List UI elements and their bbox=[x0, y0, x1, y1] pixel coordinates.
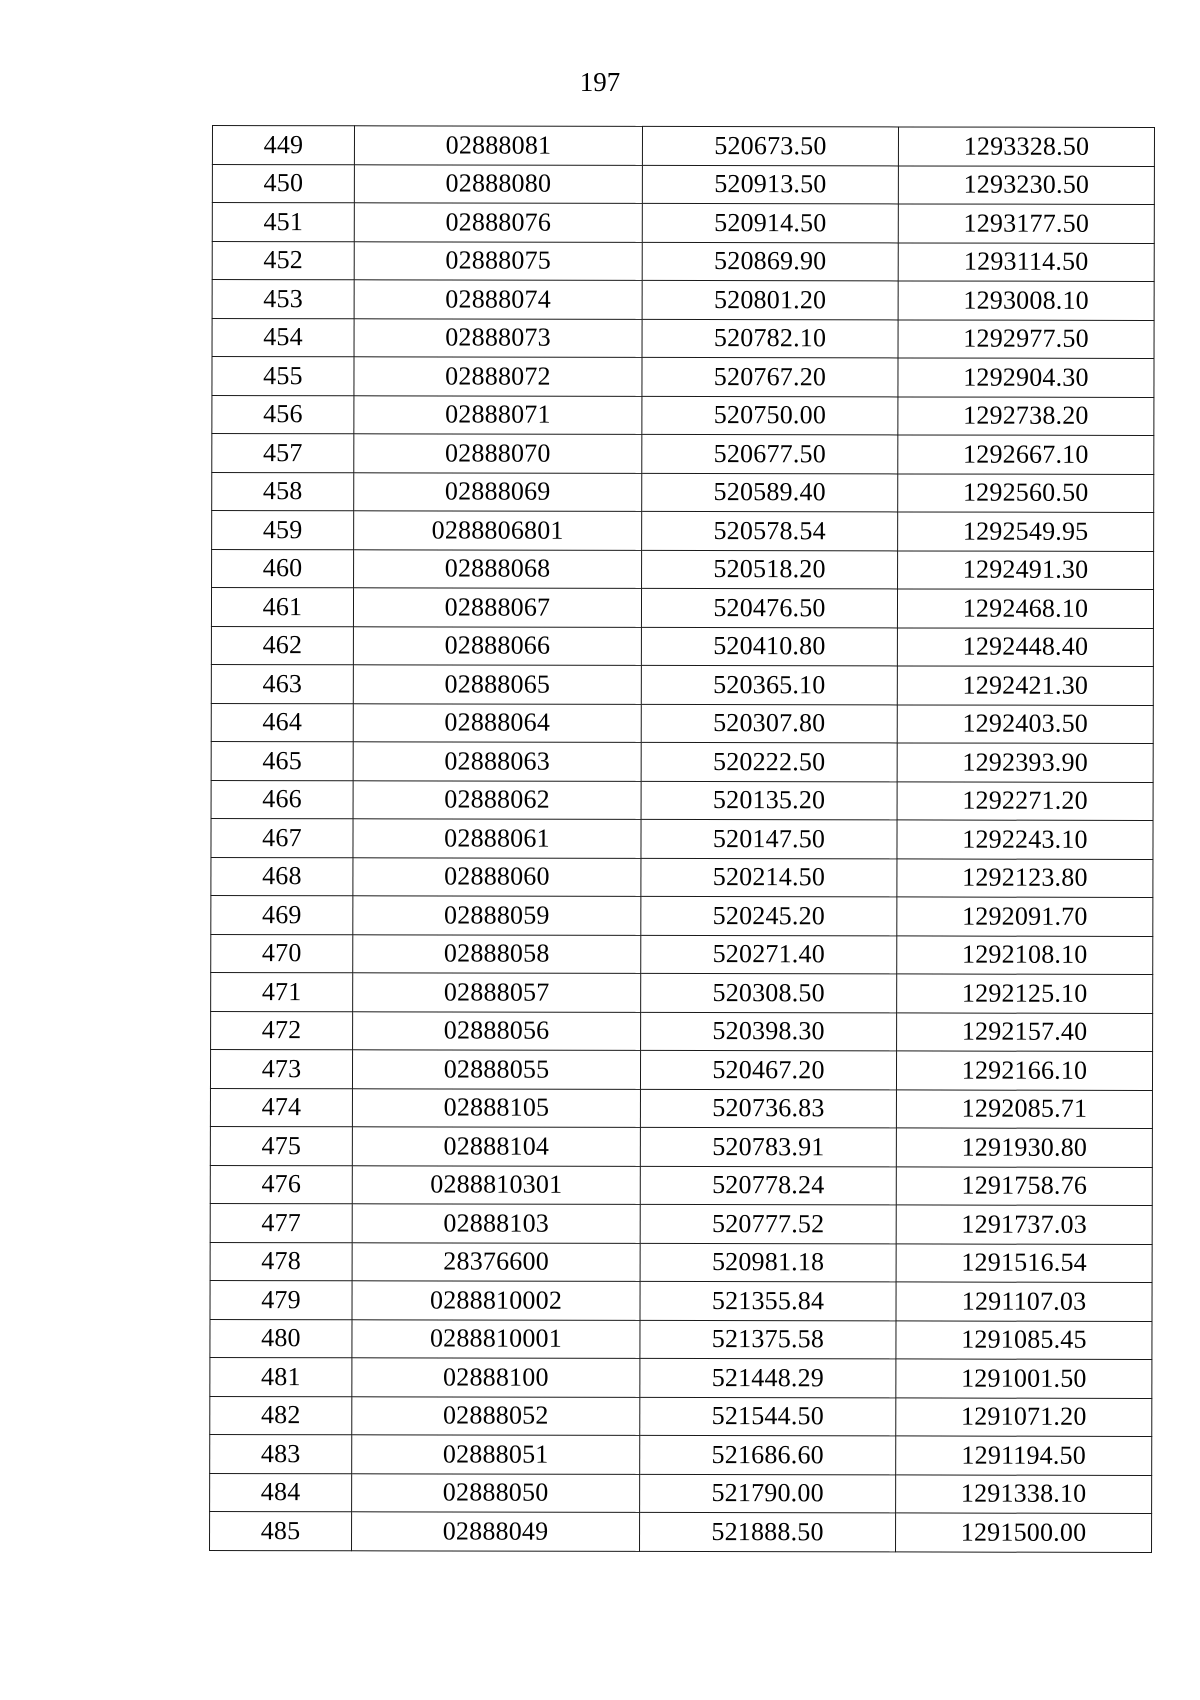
point-code-cell: 02888061 bbox=[353, 819, 641, 858]
x-coordinate-cell: 520518.20 bbox=[642, 550, 898, 589]
table-row bbox=[211, 895, 1153, 935]
x-coordinate-cell: 520677.50 bbox=[642, 434, 898, 473]
page-number: 197 bbox=[579, 67, 621, 97]
y-coordinate-cell: 1292738.20 bbox=[898, 396, 1154, 435]
x-coordinate-cell: 520476.50 bbox=[641, 588, 897, 627]
x-coordinate-cell: 520365.10 bbox=[641, 665, 897, 704]
point-code-cell: 02888049 bbox=[352, 1512, 640, 1551]
row-number-cell: 450 bbox=[212, 164, 354, 203]
table-row bbox=[210, 1049, 1152, 1089]
point-code-cell: 02888066 bbox=[353, 626, 641, 665]
coordinate-table-body bbox=[210, 126, 1155, 1552]
x-coordinate-cell: 521686.60 bbox=[640, 1435, 896, 1474]
point-code-cell: 0288810002 bbox=[352, 1281, 640, 1320]
point-code-cell: 28376600 bbox=[352, 1242, 640, 1281]
table-row bbox=[211, 972, 1153, 1012]
table-row bbox=[210, 1319, 1152, 1359]
table-row bbox=[212, 280, 1154, 320]
table-row bbox=[212, 318, 1154, 358]
x-coordinate-cell: 520913.50 bbox=[642, 165, 898, 204]
table-row bbox=[211, 818, 1153, 858]
y-coordinate-cell: 1292977.50 bbox=[898, 319, 1154, 358]
row-number-cell: 464 bbox=[211, 703, 353, 742]
row-number-cell: 451 bbox=[212, 203, 354, 242]
y-coordinate-cell: 1292421.30 bbox=[897, 666, 1153, 705]
y-coordinate-cell: 1292108.10 bbox=[897, 935, 1153, 974]
x-coordinate-cell: 520271.40 bbox=[641, 935, 897, 974]
y-coordinate-cell: 1292904.30 bbox=[898, 358, 1154, 397]
point-code-cell: 0288810001 bbox=[352, 1319, 640, 1358]
table-row bbox=[212, 203, 1154, 243]
row-number-cell: 470 bbox=[211, 934, 353, 973]
x-coordinate-cell: 520783.91 bbox=[640, 1127, 896, 1166]
y-coordinate-cell: 1291500.00 bbox=[896, 1513, 1152, 1552]
row-number-cell: 462 bbox=[211, 626, 353, 665]
table-row bbox=[212, 434, 1154, 474]
y-coordinate-cell: 1292448.40 bbox=[897, 627, 1153, 666]
x-coordinate-cell: 520398.30 bbox=[641, 1012, 897, 1051]
point-code-cell: 02888080 bbox=[354, 164, 642, 203]
point-code-cell: 02888105 bbox=[352, 1088, 640, 1127]
coordinate-table bbox=[209, 125, 1155, 1552]
point-code-cell: 02888070 bbox=[354, 434, 642, 473]
x-coordinate-cell: 520578.54 bbox=[642, 511, 898, 550]
table-row bbox=[212, 357, 1154, 397]
y-coordinate-cell: 1293114.50 bbox=[898, 242, 1154, 281]
x-coordinate-cell: 520782.10 bbox=[642, 319, 898, 358]
row-number-cell: 468 bbox=[211, 857, 353, 896]
point-code-cell: 02888057 bbox=[353, 973, 641, 1012]
x-coordinate-cell: 520914.50 bbox=[642, 203, 898, 242]
y-coordinate-cell: 1292491.30 bbox=[898, 550, 1154, 589]
row-number-cell: 467 bbox=[211, 818, 353, 857]
table-row bbox=[211, 703, 1153, 743]
table-row bbox=[210, 1280, 1152, 1320]
x-coordinate-cell: 520147.50 bbox=[641, 819, 897, 858]
table-row bbox=[212, 549, 1154, 589]
row-number-cell: 477 bbox=[210, 1203, 352, 1242]
x-coordinate-cell: 520673.50 bbox=[642, 126, 898, 165]
y-coordinate-cell: 1293008.10 bbox=[898, 281, 1154, 320]
point-code-cell: 02888074 bbox=[354, 280, 642, 319]
y-coordinate-cell: 1291516.54 bbox=[896, 1243, 1152, 1282]
x-coordinate-cell: 520801.20 bbox=[642, 280, 898, 319]
x-coordinate-cell: 520777.52 bbox=[640, 1204, 896, 1243]
y-coordinate-cell: 1292157.40 bbox=[897, 1012, 1153, 1051]
point-code-cell: 02888076 bbox=[354, 203, 642, 242]
point-code-cell: 0288806801 bbox=[354, 511, 642, 550]
y-coordinate-cell: 1293177.50 bbox=[898, 204, 1154, 243]
point-code-cell: 02888065 bbox=[353, 665, 641, 704]
row-number-cell: 465 bbox=[211, 741, 353, 780]
table-row bbox=[210, 1473, 1152, 1513]
table-row bbox=[210, 1434, 1152, 1474]
row-number-cell: 460 bbox=[212, 549, 354, 588]
y-coordinate-cell: 1292549.95 bbox=[898, 512, 1154, 551]
point-code-cell: 02888063 bbox=[353, 742, 641, 781]
x-coordinate-cell: 520981.18 bbox=[640, 1243, 896, 1282]
row-number-cell: 474 bbox=[210, 1088, 352, 1127]
point-code-cell: 02888075 bbox=[354, 241, 642, 280]
x-coordinate-cell: 520736.83 bbox=[640, 1089, 896, 1128]
y-coordinate-cell: 1291758.76 bbox=[896, 1166, 1152, 1205]
x-coordinate-cell: 520467.20 bbox=[640, 1050, 896, 1089]
table-row bbox=[210, 1511, 1152, 1551]
point-code-cell: 02888067 bbox=[353, 588, 641, 627]
x-coordinate-cell: 520308.50 bbox=[641, 973, 897, 1012]
point-code-cell: 02888051 bbox=[352, 1435, 640, 1474]
row-number-cell: 478 bbox=[210, 1242, 352, 1281]
y-coordinate-cell: 1291001.50 bbox=[896, 1359, 1152, 1398]
row-number-cell: 475 bbox=[210, 1126, 352, 1165]
point-code-cell: 02888072 bbox=[354, 357, 642, 396]
table-row bbox=[212, 472, 1154, 512]
y-coordinate-cell: 1292085.71 bbox=[896, 1089, 1152, 1128]
x-coordinate-cell: 521544.50 bbox=[640, 1397, 896, 1436]
x-coordinate-cell: 521448.29 bbox=[640, 1358, 896, 1397]
row-number-cell: 469 bbox=[211, 895, 353, 934]
y-coordinate-cell: 1291930.80 bbox=[896, 1128, 1152, 1167]
row-number-cell: 449 bbox=[212, 126, 354, 165]
y-coordinate-cell: 1292166.10 bbox=[896, 1051, 1152, 1090]
row-number-cell: 480 bbox=[210, 1319, 352, 1358]
x-coordinate-cell: 521790.00 bbox=[640, 1474, 896, 1513]
point-code-cell: 0288810301 bbox=[352, 1165, 640, 1204]
y-coordinate-cell: 1292123.80 bbox=[897, 858, 1153, 897]
table-row bbox=[211, 780, 1153, 820]
row-number-cell: 473 bbox=[210, 1049, 352, 1088]
x-coordinate-cell: 520778.24 bbox=[640, 1166, 896, 1205]
y-coordinate-cell: 1292468.10 bbox=[897, 589, 1153, 628]
row-number-cell: 483 bbox=[210, 1434, 352, 1473]
table-row bbox=[212, 395, 1154, 435]
row-number-cell: 452 bbox=[212, 241, 354, 280]
table-row bbox=[210, 1088, 1152, 1128]
row-number-cell: 453 bbox=[212, 280, 354, 319]
x-coordinate-cell: 520214.50 bbox=[641, 858, 897, 897]
y-coordinate-cell: 1291194.50 bbox=[896, 1436, 1152, 1475]
table-row bbox=[212, 511, 1154, 551]
y-coordinate-cell: 1292125.10 bbox=[897, 974, 1153, 1013]
table-row bbox=[211, 588, 1153, 628]
y-coordinate-cell: 1291071.20 bbox=[896, 1397, 1152, 1436]
row-number-cell: 461 bbox=[211, 588, 353, 627]
y-coordinate-cell: 1291085.45 bbox=[896, 1320, 1152, 1359]
point-code-cell: 02888069 bbox=[354, 472, 642, 511]
x-coordinate-cell: 520222.50 bbox=[641, 742, 897, 781]
table-row bbox=[212, 241, 1154, 281]
table-row bbox=[210, 1357, 1152, 1397]
table-row bbox=[211, 934, 1153, 974]
row-number-cell: 471 bbox=[211, 972, 353, 1011]
point-code-cell: 02888062 bbox=[353, 780, 641, 819]
point-code-cell: 02888064 bbox=[353, 703, 641, 742]
y-coordinate-cell: 1292560.50 bbox=[898, 473, 1154, 512]
table-row bbox=[211, 626, 1153, 666]
x-coordinate-cell: 521375.58 bbox=[640, 1320, 896, 1359]
point-code-cell: 02888073 bbox=[354, 318, 642, 357]
row-number-cell: 479 bbox=[210, 1280, 352, 1319]
x-coordinate-cell: 521888.50 bbox=[640, 1512, 896, 1551]
table-row bbox=[210, 1165, 1152, 1205]
row-number-cell: 456 bbox=[212, 395, 354, 434]
table-row bbox=[210, 1203, 1152, 1243]
table-row bbox=[210, 1242, 1152, 1282]
y-coordinate-cell: 1292243.10 bbox=[897, 820, 1153, 859]
point-code-cell: 02888068 bbox=[354, 549, 642, 588]
point-code-cell: 02888059 bbox=[353, 896, 641, 935]
row-number-cell: 484 bbox=[210, 1473, 352, 1512]
row-number-cell: 481 bbox=[210, 1357, 352, 1396]
x-coordinate-cell: 520750.00 bbox=[642, 396, 898, 435]
point-code-cell: 02888100 bbox=[352, 1358, 640, 1397]
row-number-cell: 458 bbox=[212, 472, 354, 511]
x-coordinate-cell: 520589.40 bbox=[642, 473, 898, 512]
coordinate-table-container bbox=[209, 125, 1154, 1552]
x-coordinate-cell: 520410.80 bbox=[641, 627, 897, 666]
table-row bbox=[212, 164, 1154, 204]
y-coordinate-cell: 1291107.03 bbox=[896, 1282, 1152, 1321]
y-coordinate-cell: 1292393.90 bbox=[897, 743, 1153, 782]
x-coordinate-cell: 520245.20 bbox=[641, 896, 897, 935]
row-number-cell: 476 bbox=[210, 1165, 352, 1204]
x-coordinate-cell: 521355.84 bbox=[640, 1281, 896, 1320]
point-code-cell: 02888052 bbox=[352, 1396, 640, 1435]
y-coordinate-cell: 1292091.70 bbox=[897, 897, 1153, 936]
y-coordinate-cell: 1292403.50 bbox=[897, 704, 1153, 743]
y-coordinate-cell: 1293230.50 bbox=[898, 165, 1154, 204]
table-row bbox=[210, 1396, 1152, 1436]
point-code-cell: 02888050 bbox=[352, 1473, 640, 1512]
row-number-cell: 463 bbox=[211, 664, 353, 703]
x-coordinate-cell: 520307.80 bbox=[641, 704, 897, 743]
point-code-cell: 02888071 bbox=[354, 395, 642, 434]
x-coordinate-cell: 520869.90 bbox=[642, 242, 898, 281]
row-number-cell: 459 bbox=[212, 511, 354, 550]
table-row bbox=[211, 664, 1153, 704]
point-code-cell: 02888104 bbox=[352, 1127, 640, 1166]
y-coordinate-cell: 1292667.10 bbox=[898, 435, 1154, 474]
table-row bbox=[212, 126, 1154, 166]
row-number-cell: 454 bbox=[212, 318, 354, 357]
x-coordinate-cell: 520767.20 bbox=[642, 357, 898, 396]
y-coordinate-cell: 1292271.20 bbox=[897, 781, 1153, 820]
row-number-cell: 485 bbox=[210, 1511, 352, 1550]
row-number-cell: 455 bbox=[212, 357, 354, 396]
y-coordinate-cell: 1293328.50 bbox=[898, 127, 1154, 166]
point-code-cell: 02888056 bbox=[353, 1011, 641, 1050]
row-number-cell: 472 bbox=[211, 1011, 353, 1050]
point-code-cell: 02888055 bbox=[352, 1050, 640, 1089]
row-number-cell: 482 bbox=[210, 1396, 352, 1435]
table-row bbox=[211, 741, 1153, 781]
point-code-cell: 02888058 bbox=[353, 934, 641, 973]
row-number-cell: 457 bbox=[212, 434, 354, 473]
y-coordinate-cell: 1291338.10 bbox=[896, 1474, 1152, 1513]
point-code-cell: 02888081 bbox=[354, 126, 642, 165]
table-row bbox=[211, 857, 1153, 897]
point-code-cell: 02888060 bbox=[353, 857, 641, 896]
table-row bbox=[210, 1126, 1152, 1166]
x-coordinate-cell: 520135.20 bbox=[641, 781, 897, 820]
table-row bbox=[211, 1011, 1153, 1051]
y-coordinate-cell: 1291737.03 bbox=[896, 1205, 1152, 1244]
row-number-cell: 466 bbox=[211, 780, 353, 819]
point-code-cell: 02888103 bbox=[352, 1204, 640, 1243]
